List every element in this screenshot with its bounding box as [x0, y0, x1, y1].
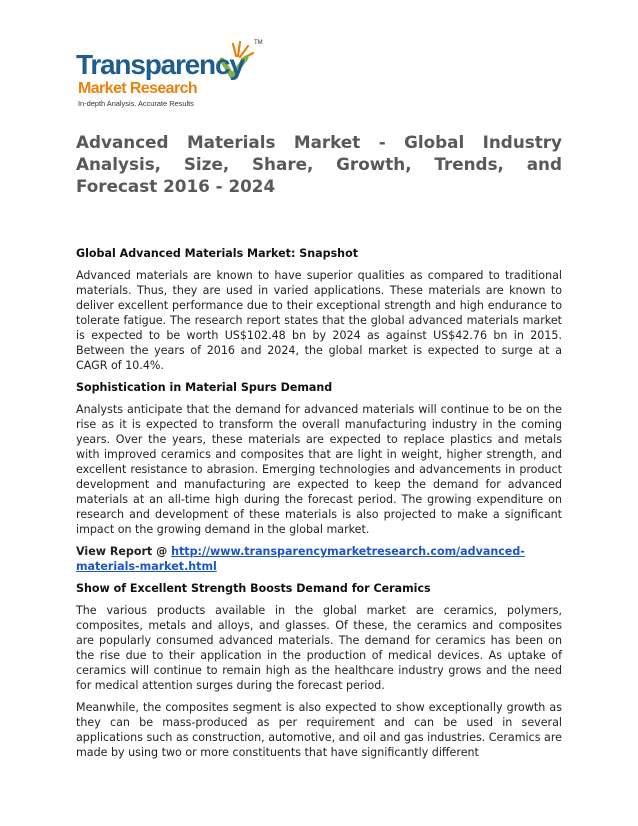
document-body [76, 246, 562, 767]
logo-name-line1: Transparency [76, 49, 244, 80]
document-title: Advanced Materials Market - Global Industry Analysis, Size, Share, Growth, Trends, and Forecast 2016 - 2024 [76, 132, 562, 196]
view-report-line [76, 544, 562, 574]
sophistication-paragraph: Analysts anticipate that the demand for advanced materials will continue to be on the rise as it is expected to transform the overall manufacturing industry in the coming years. Over the years, these materials are expected to replace plastics and metals with improved ceramics and composites that are light in weight, higher strength, and excellent resistance to abrasion. Emerging technologies and advancements in product development and manufacturing are expected to keep the demand for advanced materials at an all-time high during the forecast period. The growing expenditure on research and development of these materials is also projected to make a significant impact on the growing demand in the global market. [76, 403, 562, 536]
view-report-label: View Report @ [76, 545, 172, 558]
snapshot-paragraph: Advanced materials are known to have superior qualities as compared to traditional materials. Thus, they are used in varied applications. These materials are known to deliver excellent performance due to their exceptional strength and high endurance to tolerate fatigue. The research report states that the global advanced materials market is expected to be worth US$102.48 bn by 2024 as against US$42.76 bn in 2015. Between the years of 2016 and 2024, the global market is expected to surge at a CAGR of 10.4%. [76, 269, 562, 372]
logo-name-line2: Market Research [78, 80, 198, 97]
trademark-symbol: TM [254, 40, 263, 46]
view-report-link[interactable]: http://www.transparencymarketresearch.com/advanced-materials-market.html [76, 545, 525, 573]
company-logo [76, 40, 276, 112]
ceramics-paragraph-1: The various products available in the global market are ceramics, polymers, composites, metals and alloys, and glasses. Of these, the ceramics and composites are popularly consumed advanced materials. The demand for ceramics has been on the rise due to their application in the production of medical devices. As uptake of ceramics will continue to remain high as the healthcare industry grows and the need for medical attention surges during the forecast period. [76, 604, 562, 692]
snapshot-heading: Global Advanced Materials Market: Snapshot [76, 247, 358, 260]
sophistication-heading: Sophistication in Material Spurs Demand [76, 381, 333, 394]
logo-tagline: In-depth Analysis. Accurate Results [78, 99, 194, 108]
ceramics-paragraph-2: Meanwhile, the composites segment is also expected to show exceptionally growth as they can be mass-produced as per requirement and can be used in several applications such as construction, automotive, and oil and gas industries. Ceramics are made by using two or more constituents that have significantly different [76, 701, 562, 759]
ceramics-heading: Show of Excellent Strength Boosts Demand for Ceramics [76, 582, 431, 595]
